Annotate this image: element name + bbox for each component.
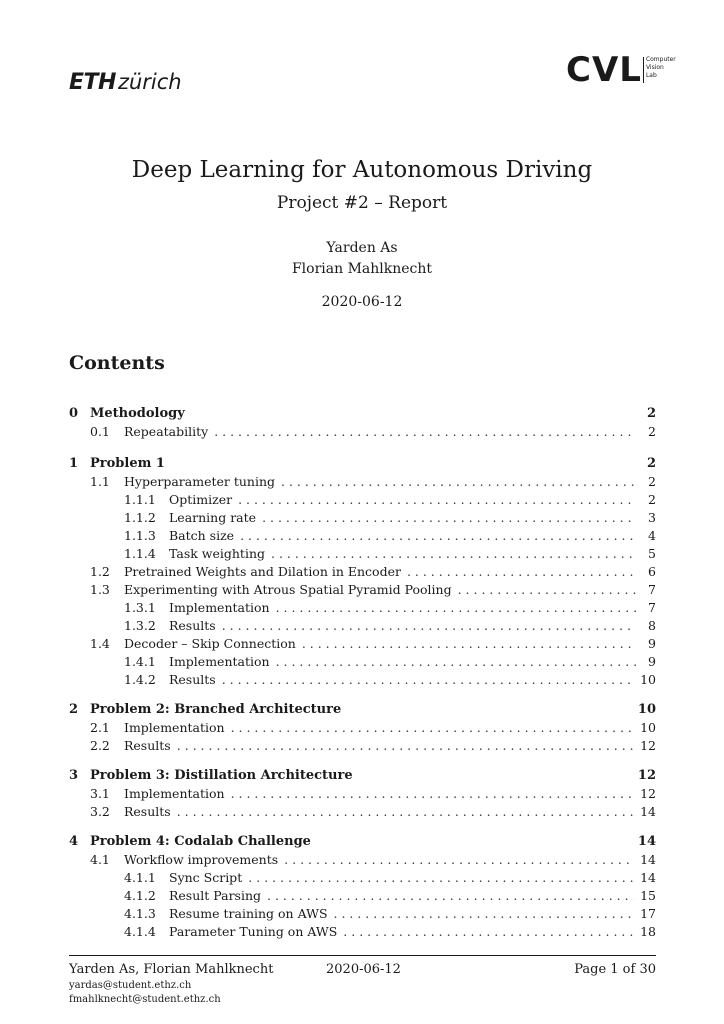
toc-page-number: 18 — [640, 924, 656, 939]
cvl-logo-divider — [643, 57, 644, 83]
toc-number: 1 — [69, 456, 79, 471]
author-name: Florian Mahlknecht — [291, 261, 433, 277]
toc-page-number: 5 — [648, 546, 656, 561]
toc-page-number: 8 — [648, 618, 656, 633]
toc-subsubsection[interactable] — [69, 888, 656, 906]
toc-number: 1.3 — [90, 582, 110, 597]
toc-page-number: 7 — [648, 582, 656, 597]
contents-heading: Contents — [69, 352, 165, 374]
toc-title: Result Parsing — [169, 888, 262, 903]
toc-number: 1.1.3 — [124, 528, 156, 543]
toc-dot-leader — [177, 738, 634, 753]
footer-page-number: Page 1 of 30 — [574, 962, 656, 977]
toc-subsection[interactable] — [69, 852, 656, 870]
toc-number: 3 — [69, 768, 79, 783]
toc-title: Pretrained Weights and Dilation in Encoder — [124, 564, 401, 579]
toc-page-number: 2 — [648, 474, 656, 489]
toc-number: 0 — [69, 406, 79, 421]
toc-dot-leader — [271, 546, 636, 561]
toc-subsubsection[interactable] — [69, 654, 656, 672]
toc-title: Results — [124, 804, 171, 819]
toc-title: Problem 2: Branched Architecture — [90, 702, 342, 717]
toc-page-number: 14 — [640, 852, 656, 867]
toc-page-number: 6 — [648, 564, 656, 579]
toc-subsection[interactable] — [69, 804, 656, 822]
toc-number: 0.1 — [90, 424, 110, 439]
toc-dot-leader — [407, 564, 636, 579]
toc-number: 1.1.2 — [124, 510, 156, 525]
toc-page-number: 12 — [640, 786, 656, 801]
footer-email: yardas@student.ethz.ch — [69, 980, 192, 991]
toc-subsubsection[interactable] — [69, 600, 656, 618]
toc-number: 2.1 — [90, 720, 110, 735]
toc-dot-leader — [240, 528, 636, 543]
toc-number: 4.1.3 — [124, 906, 156, 921]
toc-number: 4.1.2 — [124, 888, 156, 903]
toc-subsubsection[interactable] — [69, 510, 656, 528]
toc-page-number: 2 — [648, 492, 656, 507]
toc-number: 4.1.1 — [124, 870, 156, 885]
footer-authors: Yarden As, Florian Mahlknecht — [69, 962, 274, 977]
toc-title: Repeatability — [124, 424, 209, 439]
cvl-logo — [566, 50, 676, 90]
toc-page-number: 10 — [640, 672, 656, 687]
toc-section[interactable] — [69, 834, 656, 852]
toc-subsection[interactable] — [69, 738, 656, 756]
toc-page-number: 3 — [648, 510, 656, 525]
toc-title: Experimenting with Atrous Spatial Pyramid Pooling — [124, 582, 452, 597]
toc-title: Optimizer — [169, 492, 233, 507]
toc-title: Workflow improvements — [124, 852, 279, 867]
toc-title: Batch size — [169, 528, 235, 543]
toc-dot-leader — [248, 870, 634, 885]
toc-number: 4 — [69, 834, 79, 849]
toc-title: Decoder – Skip Connection — [124, 636, 296, 651]
toc-subsubsection[interactable] — [69, 618, 656, 636]
toc-number: 1.4.2 — [124, 672, 156, 687]
toc-dot-leader — [284, 852, 634, 867]
cvl-logo-line: Computer — [645, 56, 676, 63]
toc-dot-leader — [222, 672, 634, 687]
toc-title: Implementation — [169, 654, 270, 669]
toc-title: Sync Script — [169, 870, 243, 885]
toc-title: Problem 4: Codalab Challenge — [90, 834, 311, 849]
toc-title: Implementation — [124, 720, 225, 735]
toc-subsubsection[interactable] — [69, 870, 656, 888]
toc-subsection[interactable] — [69, 582, 656, 600]
toc-title: Learning rate — [169, 510, 257, 525]
footer-divider — [69, 955, 656, 956]
toc-section[interactable] — [69, 406, 656, 424]
footer-email: fmahlknecht@student.ethz.ch — [69, 994, 221, 1005]
toc-subsubsection[interactable] — [69, 924, 656, 942]
toc-number: 3.1 — [90, 786, 110, 801]
toc-number: 2.2 — [90, 738, 110, 753]
toc-dot-leader — [262, 510, 636, 525]
toc-subsection[interactable] — [69, 564, 656, 582]
toc-number: 2 — [69, 702, 79, 717]
toc-dot-leader — [222, 618, 636, 633]
toc-page-number: 10 — [640, 720, 656, 735]
toc-page-number: 12 — [640, 738, 656, 753]
toc-page-number: 4 — [648, 528, 656, 543]
toc-number: 1.2 — [90, 564, 110, 579]
toc-subsection[interactable] — [69, 786, 656, 804]
toc-subsection[interactable] — [69, 474, 656, 492]
toc-subsubsection[interactable] — [69, 546, 656, 564]
toc-number: 4.1 — [90, 852, 110, 867]
toc-page-number: 9 — [648, 636, 656, 651]
toc-number: 1.4 — [90, 636, 110, 651]
toc-dot-leader — [276, 600, 636, 615]
toc-dot-leader — [231, 720, 635, 735]
toc-dot-leader — [458, 582, 636, 597]
document-title: Deep Learning for Autonomous Driving — [131, 157, 593, 183]
toc-dot-leader — [281, 474, 636, 489]
cvl-logo-text — [646, 53, 676, 80]
toc-subsection[interactable] — [69, 636, 656, 654]
toc-title: Results — [169, 618, 216, 633]
toc-dot-leader — [177, 804, 634, 819]
toc-page-number: 17 — [640, 906, 656, 921]
toc-number: 4.1.4 — [124, 924, 156, 939]
toc-title: Parameter Tuning on AWS — [169, 924, 338, 939]
toc-title: Resume training on AWS — [169, 906, 328, 921]
cvl-logo-line: Vision — [645, 64, 664, 71]
toc-dot-leader — [276, 654, 636, 669]
toc-dot-leader — [231, 786, 635, 801]
toc-page-number: 7 — [648, 600, 656, 615]
toc-subsubsection[interactable] — [69, 672, 656, 690]
toc-page-number: 9 — [648, 654, 656, 669]
toc-page-number: 14 — [640, 804, 656, 819]
toc-number: 1.3.2 — [124, 618, 156, 633]
toc-subsubsection[interactable] — [69, 528, 656, 546]
toc-subsubsection[interactable] — [69, 906, 656, 924]
toc-section[interactable] — [69, 768, 656, 786]
toc-title: Problem 3: Distillation Architecture — [90, 768, 353, 783]
toc-number: 1.3.1 — [124, 600, 156, 615]
eth-logo-rest: zürich — [117, 70, 182, 94]
document-date: 2020-06-12 — [321, 294, 403, 310]
toc-page-number: 12 — [637, 768, 656, 783]
toc-page-number: 15 — [640, 888, 656, 903]
toc-dot-leader — [334, 906, 635, 921]
cvl-logo-mark: CVL — [566, 50, 642, 90]
toc-page-number: 2 — [648, 424, 656, 439]
toc-subsection[interactable] — [69, 720, 656, 738]
toc-number: 1.1.4 — [124, 546, 156, 561]
toc-dot-leader — [302, 636, 636, 651]
eth-zurich-logo — [69, 70, 182, 96]
toc-title: Methodology — [90, 406, 185, 421]
author-name: Yarden As — [326, 240, 398, 256]
toc-page-number: 10 — [637, 702, 656, 717]
toc-dot-leader — [214, 424, 636, 439]
toc-title: Hyperparameter tuning — [124, 474, 276, 489]
toc-title: Implementation — [169, 600, 270, 615]
eth-logo-bold: ETH — [69, 70, 116, 95]
toc-number: 1.4.1 — [124, 654, 156, 669]
footer-date: 2020-06-12 — [326, 962, 401, 977]
toc-section[interactable] — [69, 702, 656, 720]
toc-title: Results — [169, 672, 216, 687]
toc-title: Implementation — [124, 786, 225, 801]
toc-subsection[interactable] — [69, 424, 656, 442]
toc-dot-leader — [238, 492, 636, 507]
cvl-logo-line: Lab — [645, 72, 657, 79]
toc-page-number: 2 — [646, 406, 656, 421]
toc-dot-leader — [343, 924, 634, 939]
toc-title: Problem 1 — [90, 456, 165, 471]
toc-number: 3.2 — [90, 804, 110, 819]
toc-section[interactable] — [69, 456, 656, 474]
toc-page-number: 2 — [646, 456, 656, 471]
document-subtitle: Project #2 – Report — [276, 193, 448, 213]
toc-number: 1.1 — [90, 474, 110, 489]
toc-dot-leader — [267, 888, 634, 903]
toc-title: Results — [124, 738, 171, 753]
toc-subsubsection[interactable] — [69, 492, 656, 510]
toc-page-number: 14 — [640, 870, 656, 885]
toc-number: 1.1.1 — [124, 492, 156, 507]
toc-title: Task weighting — [169, 546, 266, 561]
toc-page-number: 14 — [637, 834, 656, 849]
